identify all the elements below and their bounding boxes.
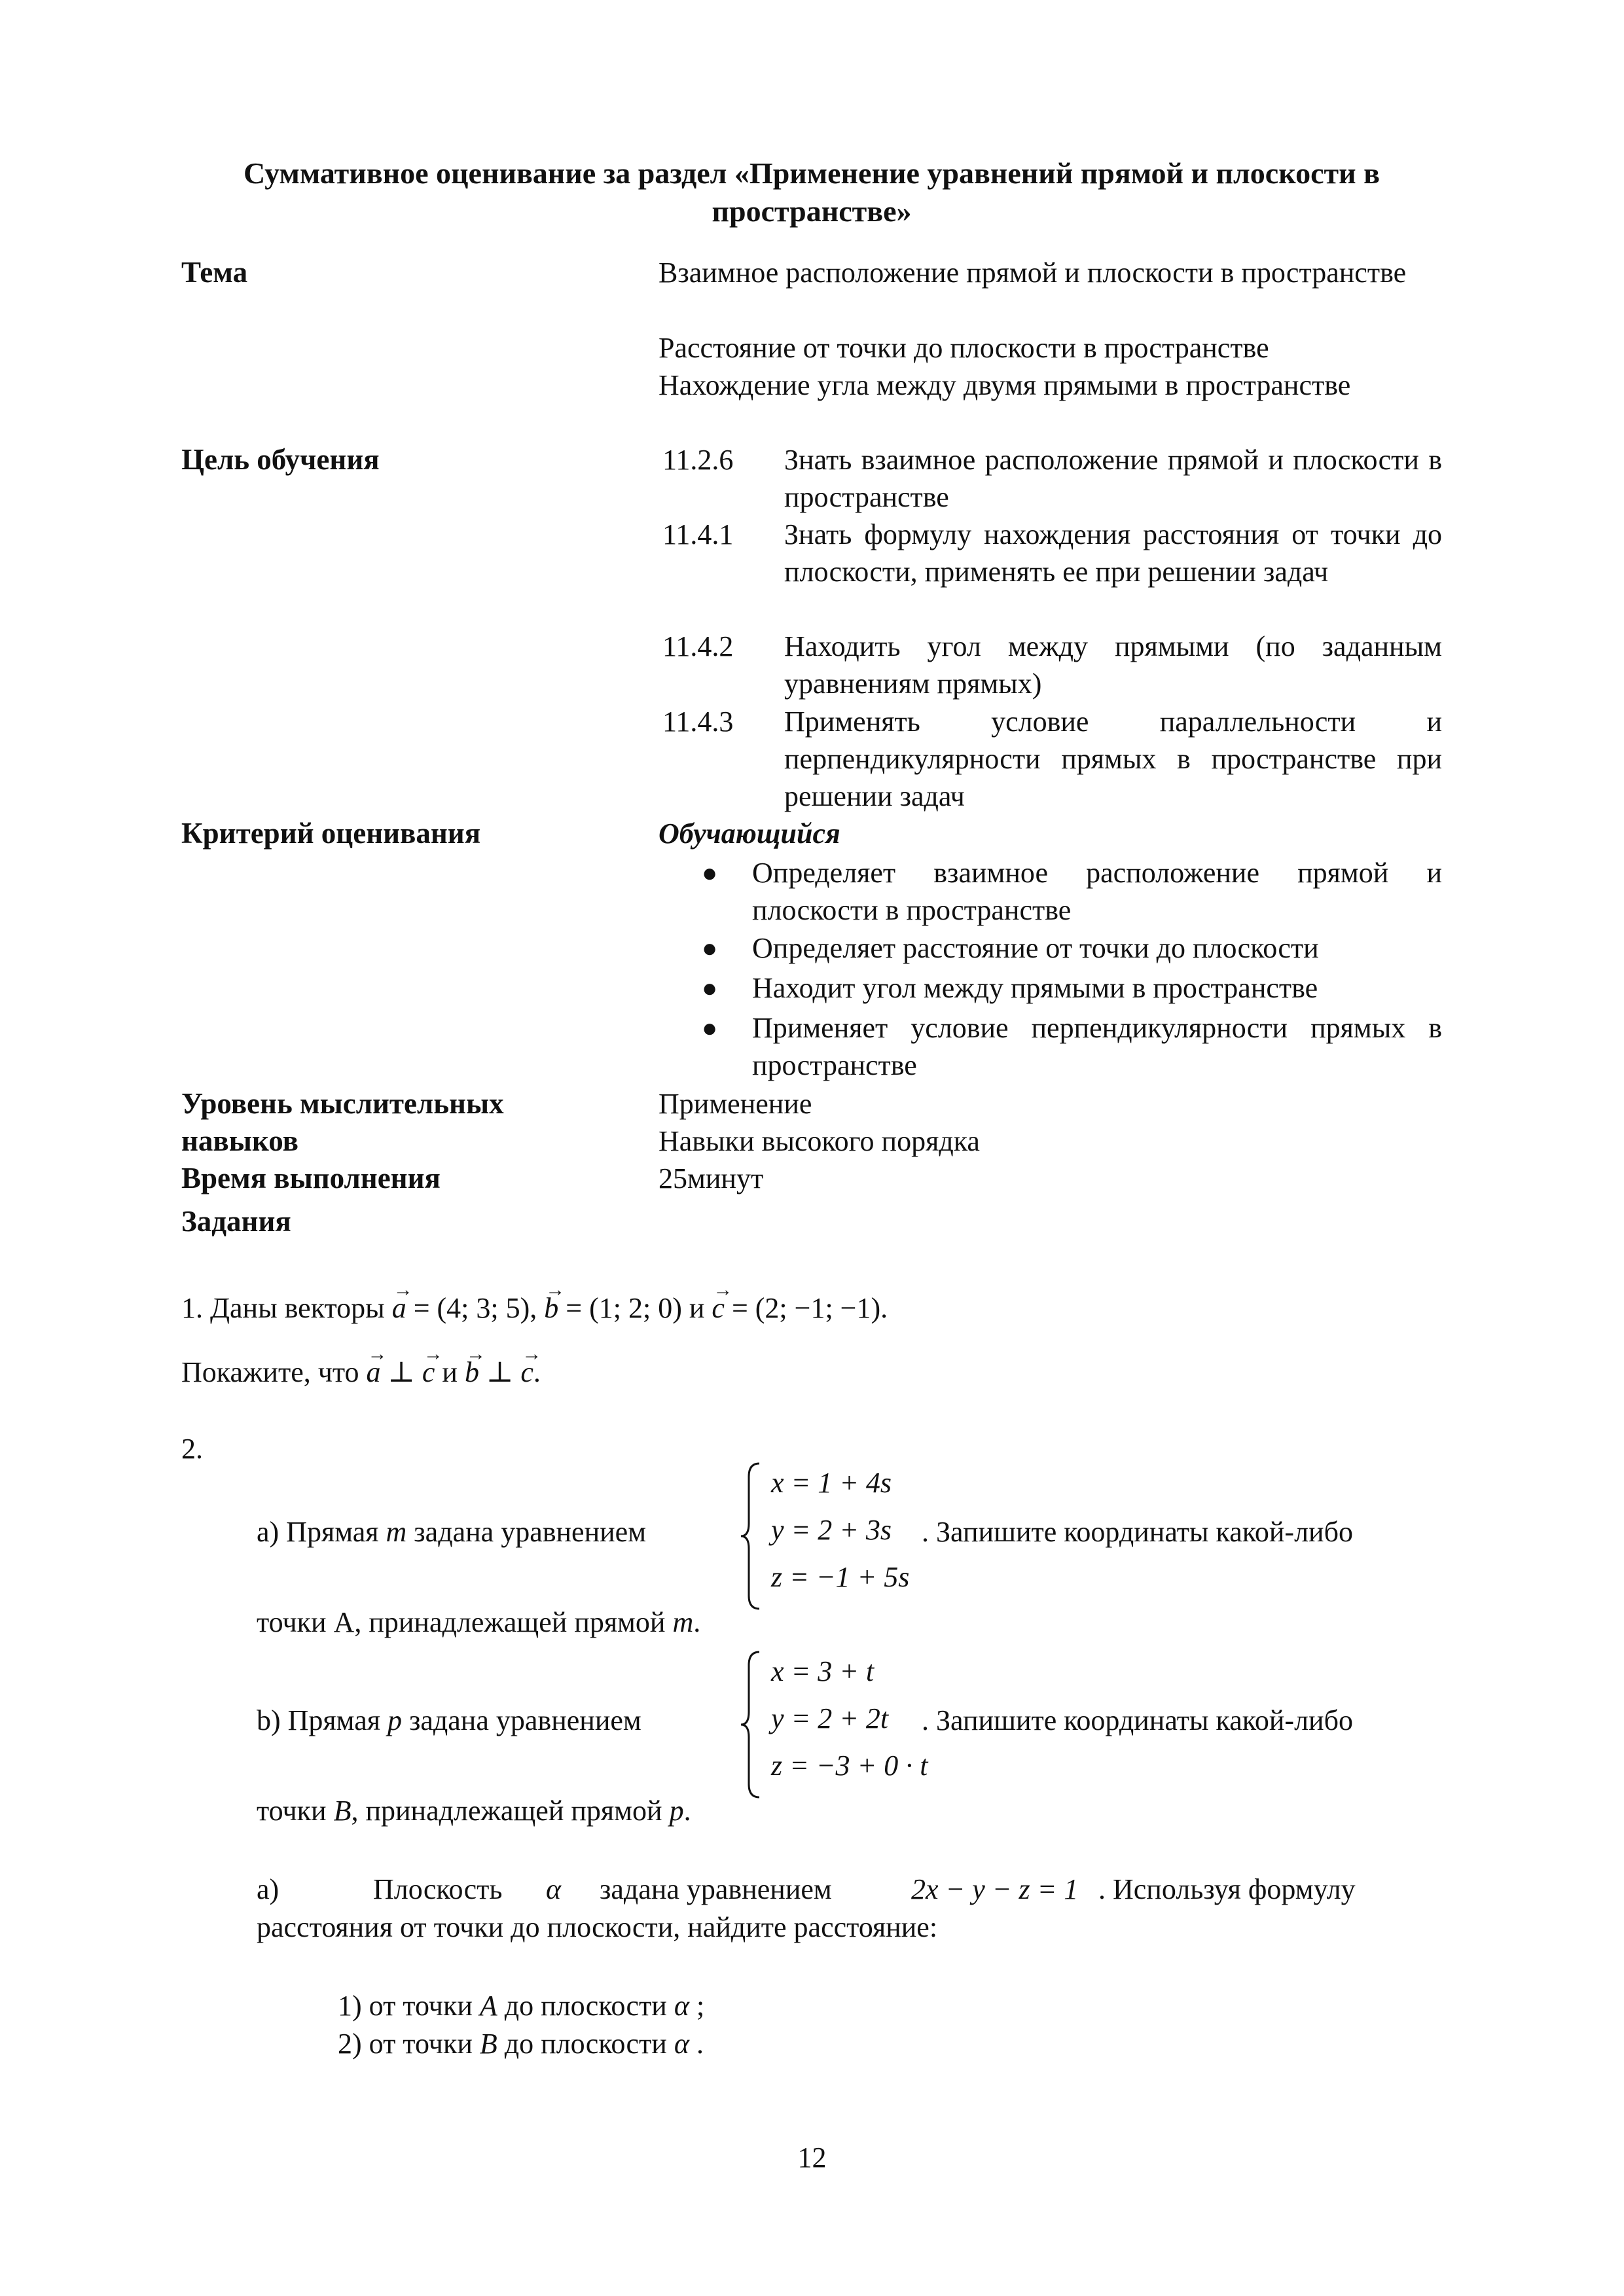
period: . [683, 1795, 691, 1827]
task-2c-label: a) [257, 1873, 280, 1905]
comma: , [530, 1292, 537, 1324]
goal-text: Знать взаимное расположение прямой и плоскости в пространстве [784, 444, 1442, 513]
plane-equation: 2x − y − z = 1 [911, 1873, 1079, 1905]
task-2c-item-2 [338, 2025, 704, 2062]
vector-b-value: = (1; 2; 0) [566, 1292, 682, 1324]
item-2-end: . [696, 2028, 704, 2060]
item-2-pre: 2) от точки [338, 2028, 473, 2060]
perpendicular-symbol: ⊥ [486, 1356, 514, 1388]
task-1-intro: 1. Даны векторы [181, 1292, 385, 1324]
point-A: A [479, 1990, 497, 2022]
time-label: Время выполнения [181, 1162, 441, 1194]
task-2b-line-2 [257, 1792, 691, 1829]
goal-code: 11.4.2 [662, 630, 734, 662]
vector-b: → b [544, 1289, 558, 1327]
system-a-eq-1: x = 1 + 4s [771, 1467, 892, 1499]
criteria-subject: Обучающийся [659, 817, 840, 850]
level-value-1: Применение [659, 1088, 812, 1120]
bullet-icon: ● [702, 1013, 718, 1043]
task-2b-line-1-left [257, 1702, 641, 1739]
goal-text: Находить угол между прямыми (по заданным уравнениям прямых) [784, 630, 1442, 700]
task-2b-tail: . Запишите координаты какой-либо [922, 1704, 1353, 1736]
task-2a-line-2-text: точки А, принадлежащей прямой [257, 1606, 666, 1638]
task-2-number: 2. [181, 1433, 203, 1465]
item-1-mid: до плоскости [504, 1990, 667, 2022]
criteria-item: Определяет взаимное расположение прямой и плоскости в пространстве [752, 857, 1442, 926]
item-2-mid: до плоскости [504, 2028, 667, 2060]
level-label [181, 1085, 504, 1160]
bullet-icon: ● [702, 858, 718, 888]
plane-alpha: α [546, 1873, 562, 1905]
goal-text: Знать формулу нахождения расстояния от точки до плоскости, применять ее при решении задач [784, 518, 1442, 588]
line-p-var: p [669, 1795, 684, 1827]
title-line-2: пространстве» [712, 194, 912, 228]
system-b-eq-3: z = −3 + 0 · t [771, 1749, 928, 1782]
criteria-item: Применяет условие перпендикулярности прямых в пространстве [752, 1012, 1442, 1081]
line-m-var: m [672, 1606, 694, 1638]
criteria-label: Критерий оценивания [181, 817, 481, 850]
task-2b-label: b) Прямая [257, 1704, 380, 1736]
task-2b-line-2-mid: , принадлежащей прямой [351, 1795, 662, 1827]
goal-text: Применять условие параллельности и перпендикулярности прямых в пространстве при решении задач [784, 706, 1442, 812]
vector-a: → a [367, 1354, 381, 1391]
level-label-line-2: навыков [181, 1124, 298, 1157]
tema-item-3: Нахождение угла между двумя прямыми в пространстве [659, 369, 1351, 401]
task-1-line-2 [181, 1354, 541, 1391]
task-2a-mid: задана уравнением [414, 1516, 647, 1548]
brace-icon [738, 1461, 765, 1611]
point-B: B [479, 2028, 497, 2060]
task-1-show: Покажите, что [181, 1356, 359, 1388]
perpendicular-symbol: ⊥ [388, 1356, 415, 1388]
system-a-eq-2: y = 2 + 3s [771, 1514, 892, 1546]
level-value-2: Навыки высокого порядка [659, 1125, 980, 1157]
task-1-line-1 [181, 1289, 888, 1327]
item-1-end: ; [696, 1990, 705, 2022]
vector-c-value: = (2; −1; −1). [731, 1292, 888, 1324]
criteria-item: Находит угол между прямыми в пространстве [752, 972, 1318, 1004]
plane-alpha: α [674, 2028, 689, 2060]
task-2c-text-3: . Используя формулу [1098, 1873, 1356, 1905]
task-2a-label: а) Прямая [257, 1516, 379, 1548]
system-b-eq-1: x = 3 + t [771, 1655, 875, 1687]
tema-item-2: Расстояние от точки до плоскости в пространстве [659, 332, 1269, 364]
vector-c: → c [712, 1289, 725, 1327]
period: . [693, 1606, 701, 1638]
task-2c-item-1 [338, 1987, 704, 2024]
criteria-item: Определяет расстояние от точки до плоскости [752, 932, 1319, 964]
vector-c: → c [422, 1354, 435, 1391]
vector-b: → b [465, 1354, 479, 1391]
tasks-heading: Задания [181, 1205, 291, 1238]
task-2a-tail: . Запишите координаты какой-либо [922, 1516, 1353, 1548]
page-title [157, 154, 1466, 230]
line-p-var: p [387, 1704, 402, 1736]
vector-a: → a [392, 1289, 406, 1327]
period: . [533, 1356, 541, 1388]
time-value: 25минут [659, 1162, 764, 1194]
point-B: B [333, 1795, 352, 1827]
task-2b-mid: задана уравнением [408, 1704, 641, 1736]
system-a-eq-3: z = −1 + 5s [771, 1561, 910, 1593]
conjunction-and: и [442, 1356, 458, 1388]
goal-code: 11.2.6 [662, 444, 734, 476]
goal-code: 11.4.1 [662, 518, 734, 550]
task-2a-line-2 [257, 1604, 700, 1641]
vector-a-value: = (4; 3; 5) [413, 1292, 530, 1324]
item-1-pre: 1) от точки [338, 1990, 473, 2022]
task-2b-line-2-pre: точки [257, 1795, 327, 1827]
task-2a-line-1-left [257, 1513, 646, 1551]
plane-alpha: α [674, 1990, 689, 2022]
tema-item-1: Взаимное расположение прямой и плоскости в пространстве [659, 257, 1407, 289]
conjunction-and: и [689, 1292, 705, 1324]
brace-icon [738, 1649, 765, 1800]
tema-label: Тема [181, 256, 248, 289]
task-2c-text-1: Плоскость [373, 1873, 503, 1905]
task-2c-line-2: расстояния от точки до плоскости, найдите расстояние: [257, 1911, 938, 1943]
bullet-icon: ● [702, 933, 718, 963]
vector-c: → c [520, 1354, 533, 1391]
bullet-icon: ● [702, 973, 718, 1003]
page-number: 12 [797, 2142, 827, 2174]
line-m-var: m [386, 1516, 407, 1548]
level-label-line-1: Уровень мыслительных [181, 1087, 504, 1120]
goal-label: Цель обучения [181, 443, 380, 476]
system-b-eq-2: y = 2 + 2t [771, 1702, 889, 1734]
task-2c-text-2: задана уравнением [600, 1873, 832, 1905]
title-line-1: Суммативное оценивание за раздел «Применение уравнений прямой и плоскости в [244, 156, 1380, 190]
goal-code: 11.4.3 [662, 706, 734, 738]
